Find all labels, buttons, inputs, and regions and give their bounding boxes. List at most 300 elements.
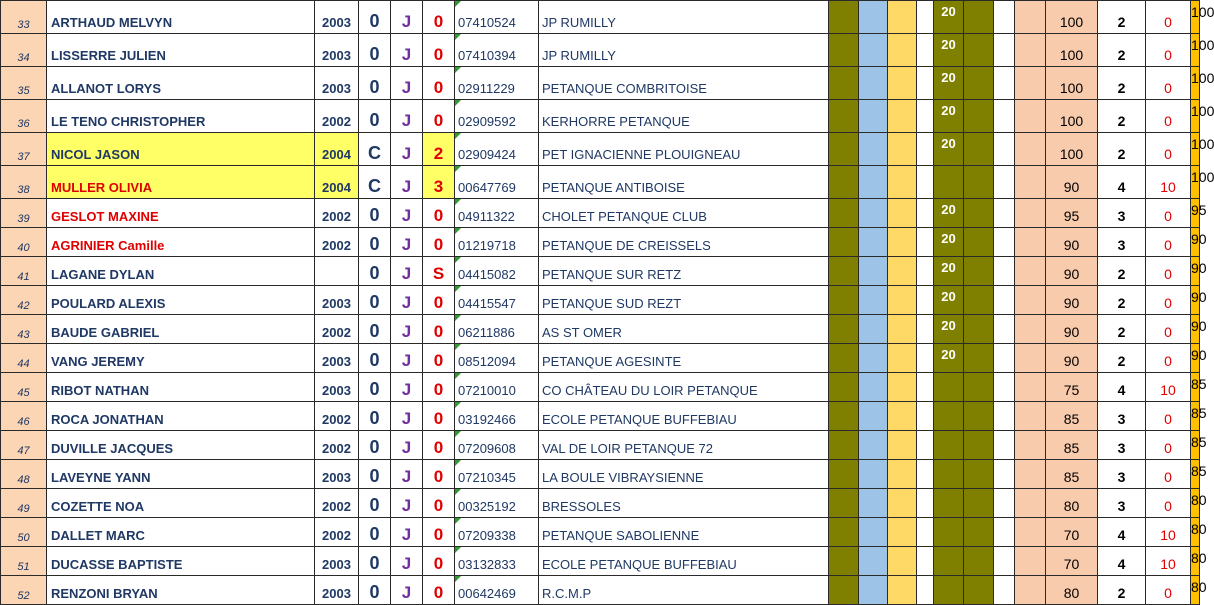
olive-cell[interactable] [829, 1, 859, 34]
club-name[interactable]: PETANQUE SUR RETZ [539, 257, 829, 286]
category[interactable]: C [359, 133, 391, 166]
junior-flag[interactable]: J [391, 166, 423, 199]
total[interactable]: 90 [1191, 228, 1200, 257]
peach-cell[interactable] [1015, 344, 1046, 373]
olive-cell-2[interactable] [964, 460, 994, 489]
level[interactable]: 2 [1098, 576, 1146, 605]
blue-cell[interactable] [859, 431, 888, 460]
olive-cell-2[interactable] [964, 1, 994, 34]
club-name[interactable]: CHOLET PETANQUE CLUB [539, 199, 829, 228]
licence-number[interactable]: 07410394 [455, 34, 539, 67]
player-name[interactable]: RIBOT NATHAN [47, 373, 315, 402]
total[interactable]: 80 [1191, 518, 1200, 547]
peach-cell[interactable] [1015, 133, 1046, 166]
birth-year[interactable]: 2002 [315, 228, 359, 257]
score[interactable]: 75 [1046, 373, 1098, 402]
olive-cell-2[interactable] [964, 286, 994, 315]
bonus-twenty[interactable] [934, 431, 964, 460]
row-number[interactable]: 51 [1, 547, 47, 576]
blue-cell[interactable] [859, 133, 888, 166]
total[interactable]: 100 [1191, 34, 1200, 67]
olive-cell[interactable] [829, 547, 859, 576]
blue-cell[interactable] [859, 344, 888, 373]
score[interactable]: 80 [1046, 489, 1098, 518]
blue-cell[interactable] [859, 576, 888, 605]
total[interactable]: 90 [1191, 286, 1200, 315]
olive-cell-2[interactable] [964, 100, 994, 133]
birth-year[interactable]: 2003 [315, 67, 359, 100]
table-row[interactable] [1, 166, 1200, 199]
yellow-cell[interactable] [888, 100, 917, 133]
spacer-cell-2[interactable] [994, 100, 1015, 133]
olive-cell[interactable] [829, 344, 859, 373]
junior-flag[interactable]: J [391, 257, 423, 286]
spacer-cell-2[interactable] [994, 402, 1015, 431]
club-name[interactable]: PETANQUE SUD REZT [539, 286, 829, 315]
table-row[interactable] [1, 257, 1200, 286]
peach-cell[interactable] [1015, 431, 1046, 460]
category[interactable]: 0 [359, 489, 391, 518]
spacer-cell[interactable] [917, 228, 934, 257]
licence-number[interactable]: 03192466 [455, 402, 539, 431]
total[interactable]: 85 [1191, 402, 1200, 431]
blue-cell[interactable] [859, 460, 888, 489]
spacer-cell[interactable] [917, 460, 934, 489]
score[interactable]: 100 [1046, 34, 1098, 67]
licence-number[interactable]: 07410524 [455, 1, 539, 34]
table-row[interactable] [1, 315, 1200, 344]
level[interactable]: 3 [1098, 402, 1146, 431]
licence-number[interactable]: 08512094 [455, 344, 539, 373]
olive-cell[interactable] [829, 286, 859, 315]
club-name[interactable]: KERHORRE PETANQUE [539, 100, 829, 133]
club-name[interactable]: JP RUMILLY [539, 34, 829, 67]
spacer-cell-2[interactable] [994, 431, 1015, 460]
junior-flag[interactable]: J [391, 489, 423, 518]
olive-cell-2[interactable] [964, 199, 994, 228]
blue-cell[interactable] [859, 286, 888, 315]
yellow-cell[interactable] [888, 1, 917, 34]
birth-year[interactable]: 2002 [315, 100, 359, 133]
licence-number[interactable]: 02909592 [455, 100, 539, 133]
olive-cell-2[interactable] [964, 373, 994, 402]
birth-year[interactable]: 2003 [315, 34, 359, 67]
player-name[interactable]: VANG JEREMY [47, 344, 315, 373]
junior-flag[interactable]: J [391, 373, 423, 402]
level[interactable]: 4 [1098, 547, 1146, 576]
total[interactable]: 90 [1191, 257, 1200, 286]
points[interactable]: 0 [423, 344, 455, 373]
row-number[interactable]: 38 [1, 166, 47, 199]
bonus-twenty[interactable]: 20 [934, 257, 964, 286]
level[interactable]: 3 [1098, 228, 1146, 257]
spacer-cell[interactable] [917, 431, 934, 460]
junior-flag[interactable]: J [391, 431, 423, 460]
yellow-cell[interactable] [888, 67, 917, 100]
bonus-points[interactable]: 0 [1146, 489, 1191, 518]
licence-number[interactable]: 04911322 [455, 199, 539, 228]
club-name[interactable]: BRESSOLES [539, 489, 829, 518]
birth-year[interactable]: 2002 [315, 199, 359, 228]
bonus-points[interactable]: 0 [1146, 1, 1191, 34]
points[interactable]: 0 [423, 315, 455, 344]
bonus-twenty[interactable] [934, 402, 964, 431]
bonus-twenty[interactable] [934, 166, 964, 199]
category[interactable]: 0 [359, 576, 391, 605]
blue-cell[interactable] [859, 166, 888, 199]
peach-cell[interactable] [1015, 518, 1046, 547]
points[interactable]: 0 [423, 373, 455, 402]
junior-flag[interactable]: J [391, 1, 423, 34]
birth-year[interactable]: 2002 [315, 315, 359, 344]
player-name[interactable]: DUVILLE JACQUES [47, 431, 315, 460]
peach-cell[interactable] [1015, 34, 1046, 67]
row-number[interactable]: 50 [1, 518, 47, 547]
bonus-points[interactable]: 0 [1146, 100, 1191, 133]
spacer-cell-2[interactable] [994, 133, 1015, 166]
total[interactable]: 100 [1191, 1, 1200, 34]
table-row[interactable] [1, 286, 1200, 315]
points[interactable]: 0 [423, 286, 455, 315]
spacer-cell[interactable] [917, 489, 934, 518]
points[interactable]: 2 [423, 133, 455, 166]
player-name[interactable]: DUCASSE BAPTISTE [47, 547, 315, 576]
bonus-twenty[interactable]: 20 [934, 344, 964, 373]
table-row[interactable] [1, 199, 1200, 228]
points[interactable]: 0 [423, 1, 455, 34]
bonus-points[interactable]: 0 [1146, 576, 1191, 605]
player-name[interactable]: ARTHAUD MELVYN [47, 1, 315, 34]
blue-cell[interactable] [859, 100, 888, 133]
peach-cell[interactable] [1015, 547, 1046, 576]
bonus-twenty[interactable]: 20 [934, 34, 964, 67]
junior-flag[interactable]: J [391, 547, 423, 576]
peach-cell[interactable] [1015, 315, 1046, 344]
birth-year[interactable]: 2003 [315, 547, 359, 576]
olive-cell[interactable] [829, 576, 859, 605]
category[interactable]: 0 [359, 228, 391, 257]
category[interactable]: 0 [359, 1, 391, 34]
yellow-cell[interactable] [888, 518, 917, 547]
olive-cell[interactable] [829, 489, 859, 518]
blue-cell[interactable] [859, 489, 888, 518]
total[interactable]: 80 [1191, 547, 1200, 576]
birth-year[interactable]: 2003 [315, 373, 359, 402]
total[interactable]: 100 [1191, 67, 1200, 100]
spacer-cell[interactable] [917, 373, 934, 402]
olive-cell[interactable] [829, 67, 859, 100]
spacer-cell[interactable] [917, 315, 934, 344]
spacer-cell[interactable] [917, 547, 934, 576]
total[interactable]: 90 [1191, 315, 1200, 344]
points[interactable]: 0 [423, 228, 455, 257]
row-number[interactable]: 40 [1, 228, 47, 257]
table-row[interactable] [1, 228, 1200, 257]
yellow-cell[interactable] [888, 489, 917, 518]
licence-number[interactable]: 01219718 [455, 228, 539, 257]
olive-cell-2[interactable] [964, 67, 994, 100]
licence-number[interactable]: 02909424 [455, 133, 539, 166]
blue-cell[interactable] [859, 67, 888, 100]
bonus-points[interactable]: 0 [1146, 67, 1191, 100]
spacer-cell-2[interactable] [994, 1, 1015, 34]
points[interactable]: 0 [423, 518, 455, 547]
points[interactable]: 0 [423, 34, 455, 67]
points[interactable]: 0 [423, 460, 455, 489]
spacer-cell-2[interactable] [994, 34, 1015, 67]
birth-year[interactable]: 2004 [315, 166, 359, 199]
score[interactable]: 100 [1046, 133, 1098, 166]
bonus-twenty[interactable]: 20 [934, 100, 964, 133]
bonus-twenty[interactable]: 20 [934, 228, 964, 257]
licence-number[interactable]: 06211886 [455, 315, 539, 344]
player-name[interactable]: MULLER OLIVIA [47, 166, 315, 199]
level[interactable]: 4 [1098, 518, 1146, 547]
junior-flag[interactable]: J [391, 67, 423, 100]
bonus-points[interactable]: 10 [1146, 373, 1191, 402]
category[interactable]: 0 [359, 431, 391, 460]
points[interactable]: S [423, 257, 455, 286]
spacer-cell[interactable] [917, 166, 934, 199]
licence-number[interactable]: 02911229 [455, 67, 539, 100]
score[interactable]: 90 [1046, 344, 1098, 373]
blue-cell[interactable] [859, 315, 888, 344]
score[interactable]: 100 [1046, 67, 1098, 100]
bonus-twenty[interactable] [934, 489, 964, 518]
yellow-cell[interactable] [888, 286, 917, 315]
licence-number[interactable]: 00325192 [455, 489, 539, 518]
player-name[interactable]: NICOL JASON [47, 133, 315, 166]
level[interactable]: 4 [1098, 373, 1146, 402]
category[interactable]: 0 [359, 257, 391, 286]
bonus-points[interactable]: 0 [1146, 344, 1191, 373]
yellow-cell[interactable] [888, 547, 917, 576]
birth-year[interactable]: 2002 [315, 489, 359, 518]
birth-year[interactable]: 2003 [315, 460, 359, 489]
player-name[interactable]: COZETTE NOA [47, 489, 315, 518]
table-row[interactable] [1, 133, 1200, 166]
spacer-cell-2[interactable] [994, 576, 1015, 605]
spacer-cell-2[interactable] [994, 489, 1015, 518]
score[interactable]: 90 [1046, 166, 1098, 199]
category[interactable]: 0 [359, 547, 391, 576]
level[interactable]: 2 [1098, 344, 1146, 373]
player-name[interactable]: LAVEYNE YANN [47, 460, 315, 489]
spacer-cell[interactable] [917, 67, 934, 100]
peach-cell[interactable] [1015, 402, 1046, 431]
level[interactable]: 2 [1098, 133, 1146, 166]
spacer-cell-2[interactable] [994, 315, 1015, 344]
score[interactable]: 95 [1046, 199, 1098, 228]
olive-cell-2[interactable] [964, 257, 994, 286]
peach-cell[interactable] [1015, 460, 1046, 489]
player-name[interactable]: AGRINIER Camille [47, 228, 315, 257]
peach-cell[interactable] [1015, 67, 1046, 100]
peach-cell[interactable] [1015, 489, 1046, 518]
blue-cell[interactable] [859, 199, 888, 228]
score[interactable]: 70 [1046, 518, 1098, 547]
table-row[interactable] [1, 431, 1200, 460]
level[interactable]: 3 [1098, 460, 1146, 489]
total[interactable]: 100 [1191, 133, 1200, 166]
olive-cell[interactable] [829, 373, 859, 402]
bonus-points[interactable]: 0 [1146, 228, 1191, 257]
row-number[interactable]: 42 [1, 286, 47, 315]
level[interactable]: 3 [1098, 489, 1146, 518]
peach-cell[interactable] [1015, 286, 1046, 315]
licence-number[interactable]: 04415082 [455, 257, 539, 286]
spacer-cell[interactable] [917, 344, 934, 373]
olive-cell-2[interactable] [964, 431, 994, 460]
club-name[interactable]: PETANQUE SABOLIENNE [539, 518, 829, 547]
blue-cell[interactable] [859, 257, 888, 286]
row-number[interactable]: 43 [1, 315, 47, 344]
olive-cell-2[interactable] [964, 166, 994, 199]
peach-cell[interactable] [1015, 257, 1046, 286]
spacer-cell-2[interactable] [994, 286, 1015, 315]
birth-year[interactable] [315, 257, 359, 286]
birth-year[interactable]: 2003 [315, 576, 359, 605]
table-row[interactable] [1, 518, 1200, 547]
level[interactable]: 3 [1098, 199, 1146, 228]
total[interactable]: 95 [1191, 199, 1200, 228]
bonus-points[interactable]: 0 [1146, 257, 1191, 286]
spacer-cell-2[interactable] [994, 199, 1015, 228]
score[interactable]: 85 [1046, 402, 1098, 431]
player-name[interactable]: LISSERRE JULIEN [47, 34, 315, 67]
birth-year[interactable]: 2002 [315, 402, 359, 431]
player-name[interactable]: ROCA JONATHAN [47, 402, 315, 431]
level[interactable]: 3 [1098, 431, 1146, 460]
player-name[interactable]: DALLET MARC [47, 518, 315, 547]
category[interactable]: 0 [359, 286, 391, 315]
bonus-twenty[interactable] [934, 460, 964, 489]
total[interactable]: 85 [1191, 460, 1200, 489]
player-name[interactable]: GESLOT MAXINE [47, 199, 315, 228]
bonus-twenty[interactable] [934, 373, 964, 402]
category[interactable]: 0 [359, 460, 391, 489]
birth-year[interactable]: 2004 [315, 133, 359, 166]
player-name[interactable]: RENZONI BRYAN [47, 576, 315, 605]
row-number[interactable]: 34 [1, 34, 47, 67]
spacer-cell-2[interactable] [994, 67, 1015, 100]
total[interactable]: 85 [1191, 431, 1200, 460]
olive-cell-2[interactable] [964, 133, 994, 166]
bonus-points[interactable]: 10 [1146, 547, 1191, 576]
spacer-cell-2[interactable] [994, 547, 1015, 576]
total[interactable]: 100 [1191, 166, 1200, 199]
junior-flag[interactable]: J [391, 344, 423, 373]
junior-flag[interactable]: J [391, 315, 423, 344]
yellow-cell[interactable] [888, 133, 917, 166]
olive-cell[interactable] [829, 228, 859, 257]
club-name[interactable]: PETANQUE ANTIBOISE [539, 166, 829, 199]
club-name[interactable]: PETANQUE COMBRITOISE [539, 67, 829, 100]
spacer-cell[interactable] [917, 199, 934, 228]
bonus-points[interactable]: 10 [1146, 166, 1191, 199]
blue-cell[interactable] [859, 402, 888, 431]
points[interactable]: 3 [423, 166, 455, 199]
yellow-cell[interactable] [888, 460, 917, 489]
table-row[interactable] [1, 34, 1200, 67]
player-name[interactable]: LE TENO CHRISTOPHER [47, 100, 315, 133]
junior-flag[interactable]: J [391, 402, 423, 431]
blue-cell[interactable] [859, 373, 888, 402]
junior-flag[interactable]: J [391, 460, 423, 489]
licence-number[interactable]: 07209338 [455, 518, 539, 547]
level[interactable]: 2 [1098, 34, 1146, 67]
junior-flag[interactable]: J [391, 100, 423, 133]
yellow-cell[interactable] [888, 344, 917, 373]
row-number[interactable]: 52 [1, 576, 47, 605]
table-row[interactable] [1, 547, 1200, 576]
score[interactable]: 90 [1046, 286, 1098, 315]
table-row[interactable] [1, 344, 1200, 373]
blue-cell[interactable] [859, 228, 888, 257]
junior-flag[interactable]: J [391, 228, 423, 257]
spacer-cell-2[interactable] [994, 518, 1015, 547]
blue-cell[interactable] [859, 518, 888, 547]
score[interactable]: 100 [1046, 1, 1098, 34]
row-number[interactable]: 41 [1, 257, 47, 286]
yellow-cell[interactable] [888, 576, 917, 605]
club-name[interactable]: PETANQUE DE CREISSELS [539, 228, 829, 257]
bonus-points[interactable]: 0 [1146, 431, 1191, 460]
licence-number[interactable]: 00642469 [455, 576, 539, 605]
bonus-points[interactable]: 0 [1146, 460, 1191, 489]
category[interactable]: 0 [359, 199, 391, 228]
birth-year[interactable]: 2002 [315, 431, 359, 460]
bonus-twenty[interactable]: 20 [934, 133, 964, 166]
score[interactable]: 90 [1046, 257, 1098, 286]
category[interactable]: C [359, 166, 391, 199]
licence-number[interactable]: 07210010 [455, 373, 539, 402]
bonus-twenty[interactable]: 20 [934, 67, 964, 100]
points[interactable]: 0 [423, 402, 455, 431]
olive-cell[interactable] [829, 133, 859, 166]
club-name[interactable]: ECOLE PETANQUE BUFFEBIAU [539, 547, 829, 576]
olive-cell-2[interactable] [964, 228, 994, 257]
table-row[interactable] [1, 402, 1200, 431]
olive-cell[interactable] [829, 315, 859, 344]
spacer-cell[interactable] [917, 257, 934, 286]
total[interactable]: 85 [1191, 373, 1200, 402]
row-number[interactable]: 37 [1, 133, 47, 166]
peach-cell[interactable] [1015, 576, 1046, 605]
birth-year[interactable]: 2003 [315, 1, 359, 34]
level[interactable]: 2 [1098, 286, 1146, 315]
club-name[interactable]: ECOLE PETANQUE BUFFEBIAU [539, 402, 829, 431]
category[interactable]: 0 [359, 373, 391, 402]
score[interactable]: 100 [1046, 100, 1098, 133]
bonus-points[interactable]: 0 [1146, 34, 1191, 67]
olive-cell-2[interactable] [964, 344, 994, 373]
junior-flag[interactable]: J [391, 199, 423, 228]
olive-cell[interactable] [829, 431, 859, 460]
yellow-cell[interactable] [888, 315, 917, 344]
score[interactable]: 85 [1046, 431, 1098, 460]
player-name[interactable]: ALLANOT LORYS [47, 67, 315, 100]
row-number[interactable]: 39 [1, 199, 47, 228]
yellow-cell[interactable] [888, 373, 917, 402]
category[interactable]: 0 [359, 67, 391, 100]
points[interactable]: 0 [423, 199, 455, 228]
bonus-points[interactable]: 0 [1146, 315, 1191, 344]
club-name[interactable]: VAL DE LOIR PETANQUE 72 [539, 431, 829, 460]
spacer-cell[interactable] [917, 100, 934, 133]
points[interactable]: 0 [423, 489, 455, 518]
olive-cell[interactable] [829, 460, 859, 489]
